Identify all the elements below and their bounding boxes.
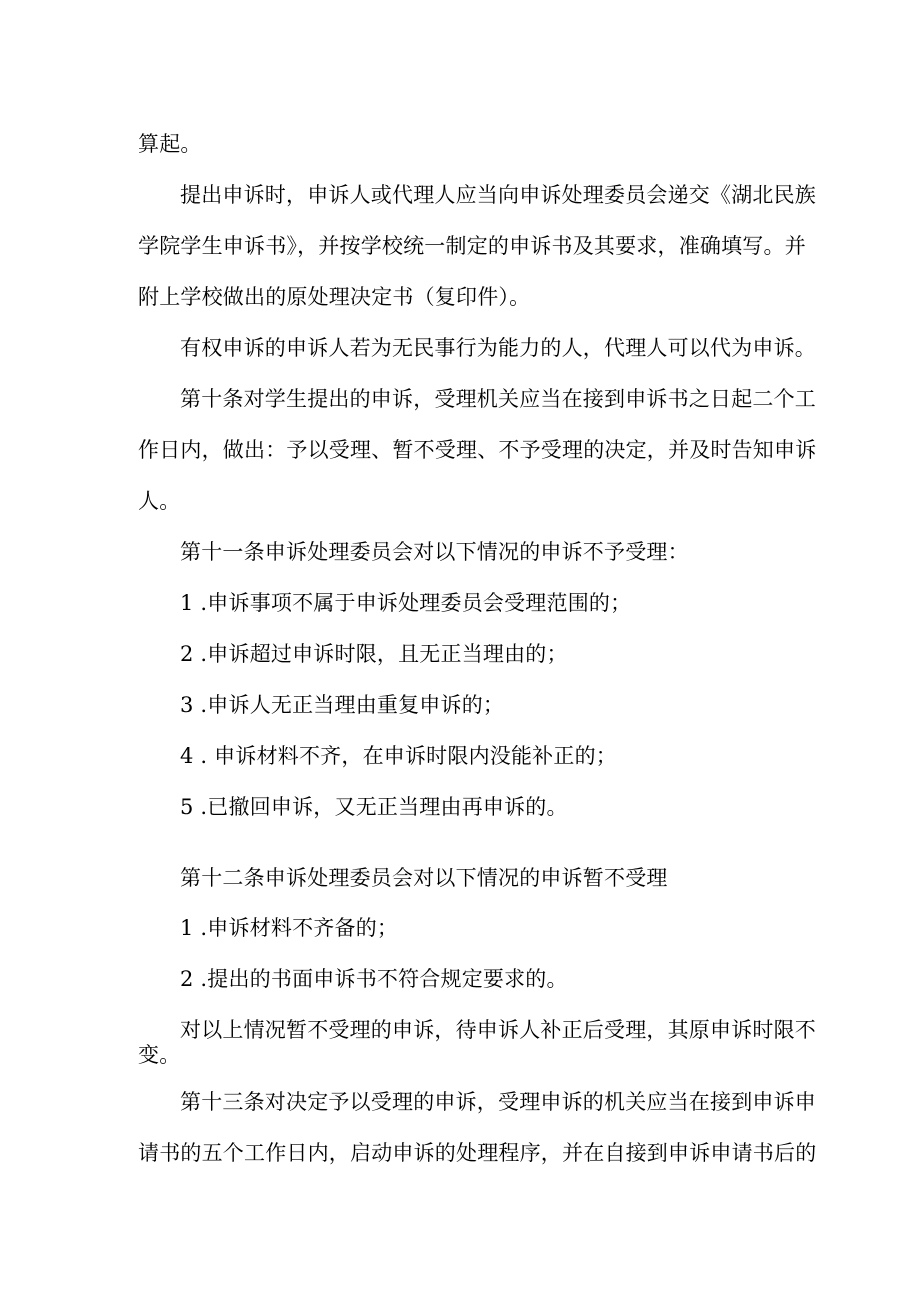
text-line: 作日内，做出：予以受理、暂不受理、不予受理的决定，并及时告知申诉 [138, 438, 817, 462]
list-item: 2 .提出的书面申诉书不符合规定要求的。 [180, 967, 568, 991]
list-item: 1 .申诉事项不属于申诉处理委员会受理范围的； [180, 591, 632, 615]
text-line: 提出申诉时，申诉人或代理人应当向申诉处理委员会递交《湖北民族 [180, 183, 816, 207]
text-line: 第十三条对决定予以受理的申诉，受理申诉的机关应当在接到申诉申 [180, 1090, 816, 1114]
text-line: 有权申诉的申诉人若为无民事行为能力的人，代理人可以代为申诉。 [180, 336, 816, 360]
list-item: 3 .申诉人无正当理由重复申诉的； [180, 693, 505, 717]
text-line: 变。 [138, 1043, 181, 1067]
text-line: 第十条对学生提出的申诉，受理机关应当在接到申诉书之日起二个工 [180, 387, 816, 411]
text-line: 对以上情况暂不受理的申诉，待申诉人补正后受理，其原申诉时限不 [180, 1018, 816, 1042]
list-item: 1 .申诉材料不齐备的； [180, 916, 399, 940]
text-line: 第十一条申诉处理委员会对以下情况的申诉不予受理： [180, 540, 689, 564]
text-line: 学院学生申诉书》，并按学校统一制定的申诉书及其要求，准确填写。并 [138, 234, 806, 258]
list-item: 2 .申诉超过申诉时限，且无正当理由的； [180, 642, 568, 666]
text-line: 附上学校做出的原处理决定书（复印件）。 [138, 285, 531, 309]
text-line: 算起。 [138, 132, 202, 156]
text-line: 人。 [138, 489, 181, 513]
text-line: 第十二条申诉处理委员会对以下情况的申诉暂不受理 [180, 866, 668, 890]
text-line: 请书的五个工作日内，启动申诉的处理程序，并在自接到申诉申请书后的 [138, 1141, 817, 1165]
list-item: 4 . 申诉材料不齐，在申诉时限内没能补正的； [180, 744, 617, 768]
list-item: 5 .已撤回申诉，又无正当理由再申诉的。 [180, 795, 568, 819]
